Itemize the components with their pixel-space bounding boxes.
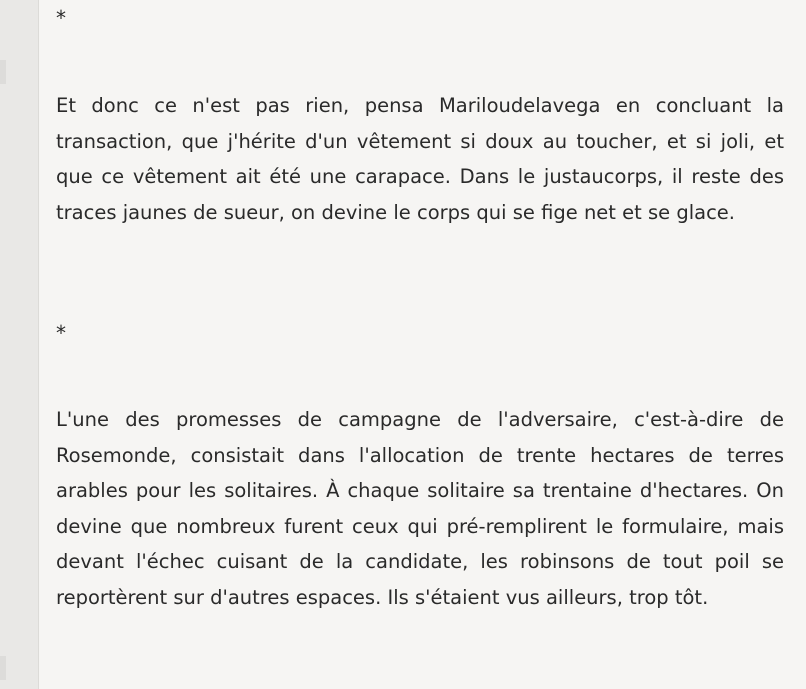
margin-notch-bottom [0, 656, 6, 680]
document-page [38, 0, 806, 689]
paragraph-2-container [56, 402, 784, 615]
paragraph-1-container [56, 88, 784, 230]
paragraph-2: L'une des promesses de campagne de l'adversaire, c'est-à-dire de Rosemonde, consistait dans l'allocation de trente hectares de terres arables pour les solitaires. À chaque solitaire sa trentaine d'hectares. On devine que nombreux furent ceux qui pré-remplirent le formulaire, mais devant l'échec cuisant de la candidate, les robinsons de tout poil se reportèrent sur d'autres espaces. Ils s'étaient vus ailleurs, trop tôt. [56, 408, 784, 609]
left-margin [0, 0, 38, 689]
paragraph-1: Et donc ce n'est pas rien, pensa Mariloudelavega en concluant la transaction, que j'hérite d'un vêtement si doux au toucher, et si joli, et que ce vêtement ait été une carapace. Dans le justaucorps, il reste des traces jaunes de sueur, on devine le corps qui se fige net et se glace. [56, 94, 784, 224]
margin-notch-top [0, 60, 6, 84]
section-separator-2: * [56, 321, 66, 345]
section-separator-1: * [56, 6, 66, 30]
